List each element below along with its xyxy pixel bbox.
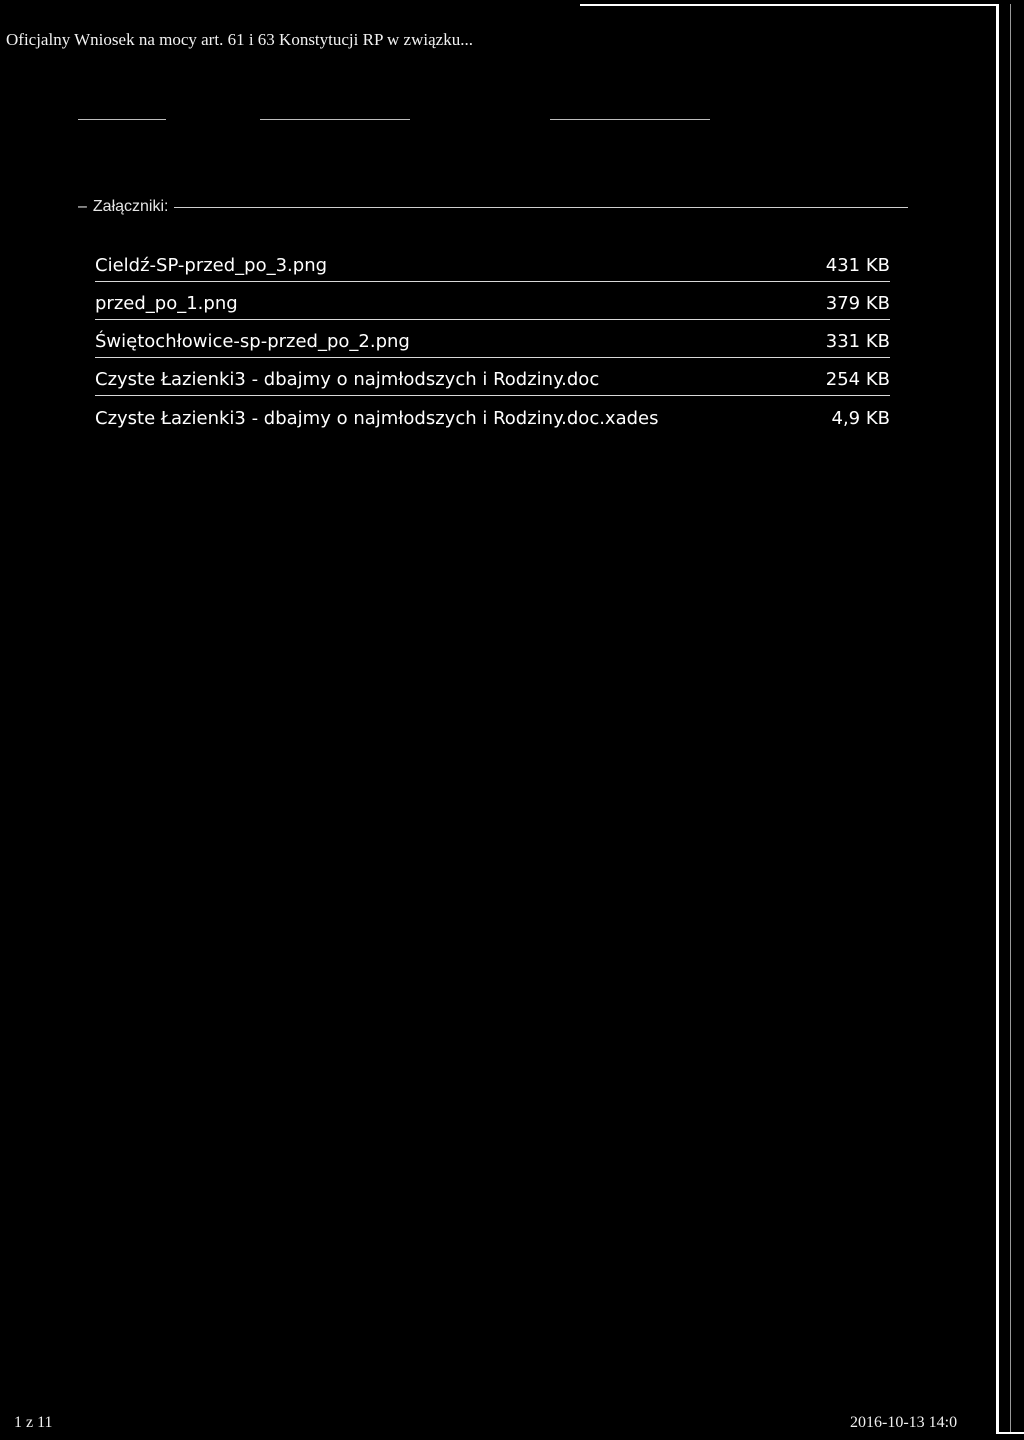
- attachments-section-header: [78, 198, 908, 216]
- signature-line: [78, 119, 166, 120]
- attachment-item[interactable]: [95, 396, 890, 434]
- page-edge-border: [996, 4, 999, 1434]
- attachment-link[interactable]: Czyste Łazienki3 - dbajmy o najmłodszych i Rodziny.doc: [95, 369, 600, 390]
- legend-rule: [174, 207, 908, 208]
- attachment-link[interactable]: Czyste Łazienki3 - dbajmy o najmłodszych i Rodziny.doc.xades: [95, 408, 659, 429]
- signature-line: [550, 119, 710, 120]
- signature-line: [260, 119, 410, 120]
- attachment-item[interactable]: [95, 320, 890, 358]
- page-corner-line: [997, 1432, 1024, 1434]
- attachment-size: 4,9 KB: [831, 408, 890, 429]
- legend-dash: –: [78, 198, 87, 215]
- attachment-link[interactable]: Cieldź-SP-przed_po_3.png: [95, 255, 328, 276]
- page-title: Oficjalny Wniosek na mocy art. 61 i 63 Konstytucji RP w związku...: [6, 30, 473, 49]
- attachment-size: 331 KB: [825, 331, 890, 352]
- print-timestamp: 2016-10-13 14:0: [850, 1414, 958, 1431]
- attachment-link[interactable]: Świętochłowice-sp-przed_po_2.png: [95, 331, 410, 352]
- attachment-item[interactable]: [95, 282, 890, 320]
- attachments-label: Załączniki:: [92, 198, 169, 215]
- attachment-size: 431 KB: [825, 255, 890, 276]
- attachment-size: 379 KB: [825, 293, 890, 314]
- page-number: 1 z 11: [14, 1414, 53, 1431]
- attachment-item[interactable]: [95, 358, 890, 396]
- attachment-link[interactable]: przed_po_1.png: [95, 293, 238, 314]
- top-rule: [580, 4, 996, 6]
- page-edge-border-inner: [1010, 4, 1011, 1434]
- attachment-list: [95, 244, 890, 434]
- attachment-item[interactable]: [95, 244, 890, 282]
- attachment-size: 254 KB: [825, 369, 890, 390]
